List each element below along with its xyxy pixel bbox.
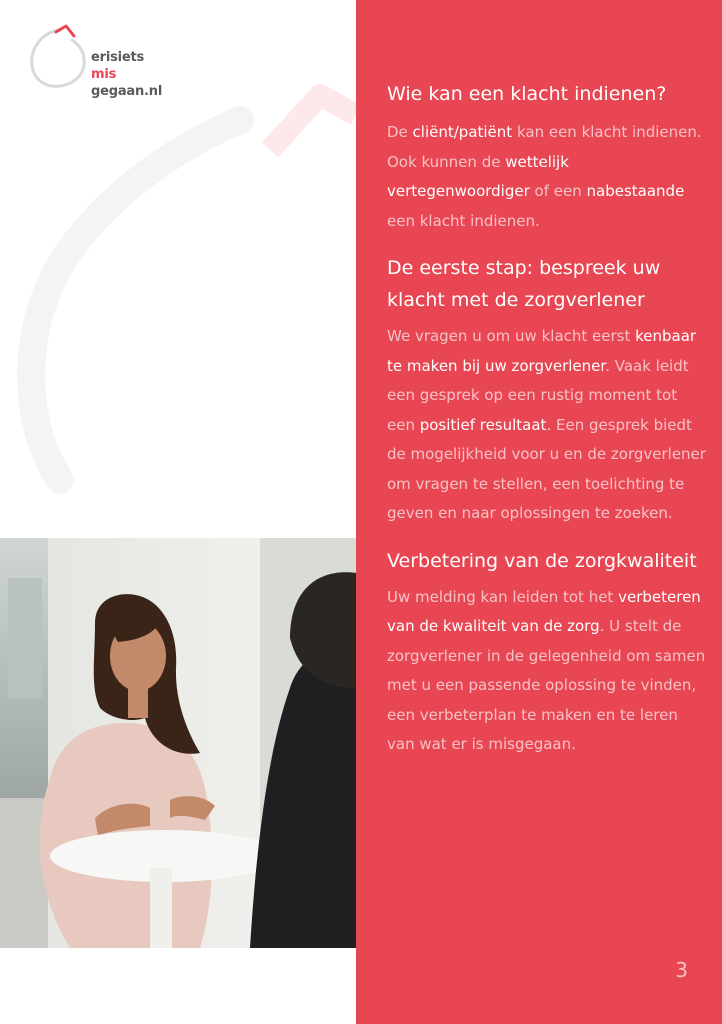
section-paragraph [387, 322, 707, 529]
highlighted-text: cliënt/patiënt [412, 123, 513, 141]
body-text: een klacht indienen. [387, 211, 540, 230]
body-text: kan een klacht indienen. Ook kunnen de [387, 123, 702, 171]
section-paragraph [387, 118, 707, 236]
logo-line-2: mis [91, 67, 117, 82]
section-who-can-complain [387, 78, 707, 236]
body-text: . U stelt de zorgverlener in de gelegenheid om samen met u een passende oplossing te vinden, een verbeterplan te maken en te leren van wat er is misgegaan. [387, 617, 706, 753]
section-paragraph [387, 583, 707, 760]
highlighted-text: nabestaande [586, 182, 685, 200]
body-text: . Vaak leidt een gesprek op een rustig moment tot een [387, 356, 689, 434]
logo-line-1: erisiets [91, 50, 145, 65]
body-text: Uw melding kan leiden tot het [387, 587, 619, 606]
section-title: Wie kan een klacht indienen? [387, 83, 667, 105]
body-text: of een [529, 182, 587, 200]
highlighted-text: kenbaar te maken bij uw zorgverlener [387, 327, 697, 375]
content-panel [356, 0, 722, 1024]
photo-illustration [0, 538, 356, 948]
section-quality-improvement [387, 545, 707, 760]
highlighted-text: verbeteren van de kwaliteit van de zorg [387, 587, 701, 635]
body-text: . Een gesprek biedt de mogelijkheid voor u en de zorgverlener om vragen te stellen, een toelichting te geven en naar oplossingen te zoeken. [387, 415, 706, 522]
logo-wordmark [91, 49, 162, 100]
logo-drop-icon [26, 22, 96, 92]
content-body [387, 78, 707, 760]
logo-line-3: gegaan.nl [91, 84, 163, 99]
highlighted-text: positief resultaat [419, 415, 547, 434]
site-logo[interactable] [26, 22, 186, 99]
section-first-step [387, 252, 707, 529]
body-text: De [387, 123, 413, 141]
page-number: 3 [675, 958, 688, 982]
photo-two-women-talking [0, 538, 356, 948]
body-text: We vragen u om uw klacht eerst [387, 327, 636, 345]
left-column [0, 0, 356, 1024]
section-title: De eerste stap: bespreek uw klacht met de zorgverlener [387, 257, 661, 311]
section-title: Verbetering van de zorgkwaliteit [387, 549, 697, 572]
highlighted-text: wettelijk vertegenwoordiger [387, 152, 569, 200]
